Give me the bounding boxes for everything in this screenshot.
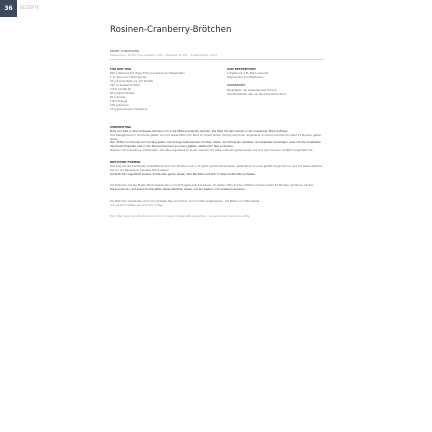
divider [110,59,324,60]
ingredient-item: 60 g weiche Butter [110,92,135,96]
step-paragraph: Eier, Butter und Zucker zum Vorteig geben. Die Orange heiß waschen, trocken reiben, die Schale fein abreiben und ebenfalls hinzufügen. Alles mit den Knethaken des Handrührgeräts oder in der Küchenmaschine zu einem glatten, elastischen Teig verkneten. [110,141,321,149]
step-paragraph: Die Brötchen schmecken auch am nächsten Tag noch frisch, kurz im Ofen aufgebacken, mit Butter und Marmelade. [110,199,260,203]
step-paragraph: Herausnehmen, auf einem Kuchengitter etwas abkühlen lassen und am besten noch lauwarm servieren. [110,188,246,192]
recipe-summary [110,50,324,60]
step-baking [110,184,324,191]
step-serving [110,200,324,207]
ingredient-item: 100 g Rosinen [110,103,129,107]
yield-line: ERGIBT 12 BRÖTCHEN [110,50,139,53]
step-paragraph: Mehl und Salz in einer Schüssel mischen und in die Mitte eine Mulde drücken. Die Hefe mit dem Zucker in der lauwarmen Milch auflösen. [110,130,289,134]
step-shaping [110,161,324,177]
step-preparation [110,126,324,153]
badge-number: 36 [4,5,13,12]
badge-label: REZEPTE [20,5,40,10]
step-paragraph: Das Hefegemisch in die Mulde gießen und mit etwas Mehl vom Rand zu einem dicken Vorteig verrühren. Zugedeckt an einem warmen Ort etwa 15 Minuten gehen lassen. [110,134,322,141]
ingredients-right [227,68,324,112]
ingredient-item: 50 g Zucker [110,95,126,99]
ingredient-item: 250 ml lauwarme Milch [110,84,141,88]
footnote: Tipp: Wer mag, kann die Rosinen vorher in etwas Orangensaft einweichen – so werden sie besonders saftig. [110,215,251,219]
step-paragraph: Den Teig auf der bemehlten Arbeitsfläche kurz durchkneten und in 12 gleich große Stücke teilen. Jedes Stück zu einer glatten Kugel formen und mit etwas Abstand auf ein mit Backpapier belegtes Blech setzen. [110,165,323,173]
ingredient-item: 500 g Weizenmehl (Type 550) plus etwas zum Bearbeiten [110,72,185,76]
ingredients-left [110,68,207,112]
ingredient-item: 1 Bio-Orange [110,99,128,103]
ingredients-left-list [110,72,207,111]
ingredient-item: Backpapier, ein sauberes Geschirrtuch [227,89,278,93]
step-heading: ZUBEREITUNG [110,124,132,129]
ingredients-right-list [227,72,324,96]
ingredient-subheading: AUSSERDEM [227,84,245,88]
step-paragraph: Gut verpackt halten sie sich 2 bis 3 Tage. [110,203,164,207]
ingredient-item: Hagelzucker zum Bestreuen [227,76,264,80]
step-paragraph: Die Brötchen zugedeckt weitere 30 Minuten gehen lassen. Den Backofen auf 200 °C Ober-/Unterhitze vorheizen. [110,172,257,176]
app-badge [0,0,17,17]
ingredient-item: 75 g getrocknete Cranberrys [110,107,148,111]
ingredient-item: 2 Eier (Größe M) [110,88,132,92]
ingredient-item: 30 g frische Hefe (ca. 3/4 Würfel) [110,80,154,84]
ingredients [110,68,324,112]
ingredients-right-heading: ZUM BESTREICHEN [227,66,256,71]
step-heading: BRÖTCHEN FORMEN [110,159,141,164]
ingredient-item: Frischhaltefolie oder ein feuchtes Küchentuch [227,93,287,97]
step-paragraph: Rosinen und Cranberrys unterkneten. Den Teig zugedeckt an einem warmen Ort etwa 1 Stunde gehen lassen, bis sich sein Volumen sichtbar vergrößert hat. [110,148,314,152]
ingredients-left-heading: FÜR DEN TEIG [110,66,132,71]
recipe-page [110,24,324,219]
recipe-title: Rosinen-Cranberry-Brötchen [110,25,232,35]
step-paragraph: Die Brötchen mit der Eigelb-Milch bestreichen und mit Hagelzucker bestreuen. Im heißen Ofen auf der mittleren Schiene etwa 20 Minuten goldbraun backen. [110,184,315,188]
timing-line: Zubereitung: 30 Min. plus Gehzeit: 2 Std. · Backzeit: 20 Min. · Schwierigkeit: leicht [110,53,217,57]
ingredient-item: 1 TL Salz und 1 Prise Zucker [110,76,147,80]
ingredient-item: 1 Eigelb mit 2 EL Milch verquirlt [227,72,269,76]
